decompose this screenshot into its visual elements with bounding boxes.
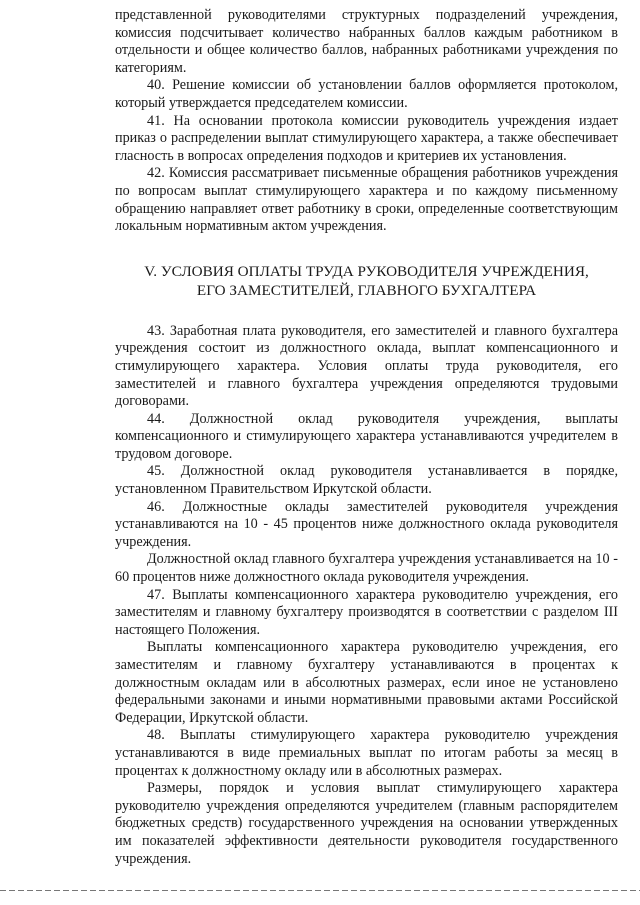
paragraph-42: 42. Комиссия рассматривает письменные обращения работников учреждения по вопросам выплат стимулирующего характера и по каждому письменному обращению направляет ответ работнику в сроки, определенные соответствующим локальным нормативным актом учреждения. <box>115 165 618 235</box>
paragraph-46-chief-accountant: Должностной оклад главного бухгалтера учреждения устанавливается на 10 - 60 процентов ниже должностного оклада руководителя учреждения. <box>115 551 618 586</box>
paragraph-41: 41. На основании протокола комиссии руководитель учреждения издает приказ о распределении выплат стимулирующего характера, а также обеспечивает гласность в вопросах определения подходов и критериев их установления. <box>115 112 618 164</box>
page-bottom-rule <box>0 890 640 891</box>
section-heading <box>115 262 618 300</box>
section-heading-line-1: V. УСЛОВИЯ ОПЛАТЫ ТРУДА РУКОВОДИТЕЛЯ УЧРЕЖДЕНИЯ, <box>144 262 589 280</box>
document-page <box>115 7 618 868</box>
paragraph-40: 40. Решение комиссии об установлении баллов оформляется протоколом, который утверждается председателем комиссии. <box>115 77 618 111</box>
paragraph-48: 48. Выплаты стимулирующего характера руководителю учреждения устанавливаются в виде премиальных выплат по итогам работы за месяц в процентах к должностному окладу или в абсолютных размерах. <box>115 727 618 779</box>
paragraph-47-compensation: Выплаты компенсационного характера руководителю учреждения, его заместителям и главному бухгалтеру устанавливаются в процентах к должностным окладам или в абсолютных размерах, если иное не установлено федеральными законами и иными нормативными правовыми актами Российской Федерации, Иркутской области. <box>115 639 618 726</box>
paragraph-46: 46. Должностные оклады заместителей руководителя учреждения устанавливаются на 10 - 45 процентов ниже должностного оклада руководителя учреждения. <box>115 498 618 550</box>
paragraph-45: 45. Должностной оклад руководителя устанавливается в порядке, установленном Правительством Иркутской области. <box>115 463 618 498</box>
paragraph-44: 44. Должностной оклад руководителя учреждения, выплаты компенсационного и стимулирующего характера устанавливаются учредителем в трудовом договоре. <box>115 410 618 462</box>
paragraph-39-continued: представленной руководителями структурных подразделений учреждения, комиссия подсчитывает количество набранных баллов каждым работником в отдельности и общее количество баллов, набранных работниками учреждения по категориям. <box>115 7 618 76</box>
section-heading-line-2: ЕГО ЗАМЕСТИТЕЛЕЙ, ГЛАВНОГО БУХГАЛТЕРА <box>196 281 537 299</box>
paragraph-47: 47. Выплаты компенсационного характера руководителю учреждения, его заместителям и главному бухгалтеру производятся в соответствии с разделом III настоящего Положения. <box>115 586 618 638</box>
paragraph-43: 43. Заработная плата руководителя, его заместителей и главного бухгалтера учреждения состоит из должностного оклада, выплат компенсационного и стимулирующего характера. Условия оплаты труда руководителя, его заместителей и главного бухгалтера учреждения определяются трудовыми договорами. <box>115 322 618 410</box>
paragraph-48-stimulating: Размеры, порядок и условия выплат стимулирующего характера руководителю учреждения определяются учредителем (главным распорядителем бюджетных средств) государственного учреждения на основании утвержденных им показателей эффективности деятельности руководителя государственного учреждения. <box>115 780 618 867</box>
